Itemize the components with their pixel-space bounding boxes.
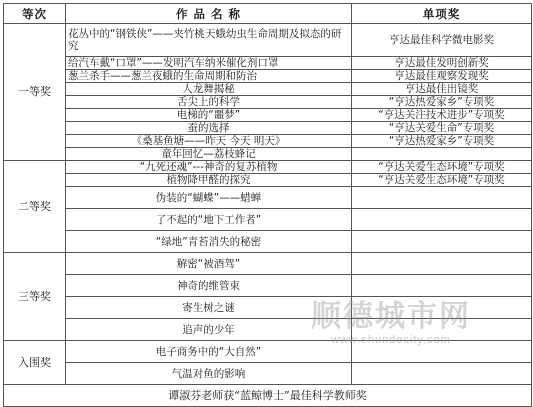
special-prize: 亨达最佳观察发现奖 [352, 70, 532, 83]
table-row [4, 363, 532, 385]
table-row [4, 122, 532, 135]
level-first-prize: 一等奖 [4, 24, 66, 161]
work-title: 给汽车戴“口罩”——发明汽车纳米催化剂口罩 [66, 57, 352, 70]
work-title: 舌尖上的科学 [66, 96, 352, 109]
special-prize: “亨达热爱家乡”专项奖 [352, 135, 532, 148]
teacher-award-note: 谭淑芬老师获“蓝鲸博士”最佳科学教师奖 [4, 385, 532, 407]
special-prize: “亨达关注技术进步”专项奖 [352, 109, 532, 122]
special-prize: 亨达最佳出镜奖 [352, 83, 532, 96]
special-prize: “亨达关爱生态环境”专项奖 [352, 174, 532, 187]
work-title: “九死还魂”---神奇的复苏植物 [66, 161, 352, 174]
special-prize: 亨达最佳发明创新奖 [352, 57, 532, 70]
work-title: 电子商务中的“大自然” [66, 341, 352, 363]
table-row [4, 297, 532, 319]
special-prize [352, 319, 532, 341]
special-prize [352, 341, 532, 363]
special-prize [352, 231, 532, 253]
work-title: 植物降甲醛的探究 [66, 174, 352, 187]
special-prize: “亨达热爱家乡”专项奖 [352, 96, 532, 109]
work-title: 寄生树之谜 [66, 297, 352, 319]
special-prize: 亨达最佳科学微电影奖 [352, 24, 532, 57]
special-prize [352, 297, 532, 319]
table-row [4, 231, 532, 253]
work-title: 气温对鱼的影响 [66, 363, 352, 385]
watermark-url: www.shundecity.com [331, 334, 451, 346]
work-title: “绿地”青苔消失的秘密 [66, 231, 352, 253]
special-prize: “亨达关爱生态环境”专项奖 [352, 161, 532, 174]
table-row [4, 148, 532, 161]
level-entry-prize: 入围奖 [4, 341, 66, 385]
work-title: 解密“被酒驾” [66, 253, 352, 275]
work-title: 神奇的维管束 [66, 275, 352, 297]
special-prize [352, 209, 532, 231]
table-row [4, 135, 532, 148]
special-prize [352, 187, 532, 209]
table-row [4, 174, 532, 187]
work-title: 葱兰杀手——葱兰夜蛾的生命周期和防治 [66, 70, 352, 83]
table-row [4, 209, 532, 231]
level-second-prize: 二等奖 [4, 161, 66, 253]
special-prize: “亨达关爱生命”专项奖 [352, 122, 532, 135]
header-level: 等次 [4, 4, 66, 24]
work-title: 追声的少年 [66, 319, 352, 341]
table-row [4, 109, 532, 122]
special-prize [352, 363, 532, 385]
special-prize [352, 148, 532, 161]
work-title: 蚕的选择 [66, 122, 352, 135]
table-row [4, 83, 532, 96]
table-row [4, 275, 532, 297]
level-third-prize: 三等奖 [4, 253, 66, 341]
work-title: 《桑基鱼塘——昨天 今天 明天》 [66, 135, 352, 148]
special-prize [352, 253, 532, 275]
table-row [4, 319, 532, 341]
special-prize [352, 275, 532, 297]
table-row [4, 24, 532, 57]
header-work: 作 品 名 称 [66, 4, 352, 24]
table-row [4, 70, 532, 83]
work-title: 花丛中的“钢铁侠”——夹竹桃天蛾幼虫生命周期及拟态的研究 [66, 24, 352, 57]
header-row [4, 4, 532, 24]
work-title: 电梯的“噩梦” [66, 109, 352, 122]
table-row [4, 96, 532, 109]
watermark-text: 顺德城市网 [311, 299, 471, 334]
work-title: 童年回忆—荔枝蜂记 [66, 148, 352, 161]
work-title: 人龙舞揭秘 [66, 83, 352, 96]
table-row [4, 341, 532, 363]
header-prize: 单项奖 [352, 4, 532, 24]
table-row [4, 253, 532, 275]
work-title: 了不起的“地下工作者” [66, 209, 352, 231]
table-row [4, 161, 532, 174]
table-row [4, 187, 532, 209]
table-row [4, 57, 532, 70]
awards-table [3, 3, 532, 407]
work-title: 伪装的“蝴蝶”——蜡蝉 [66, 187, 352, 209]
footer-row [4, 385, 532, 407]
